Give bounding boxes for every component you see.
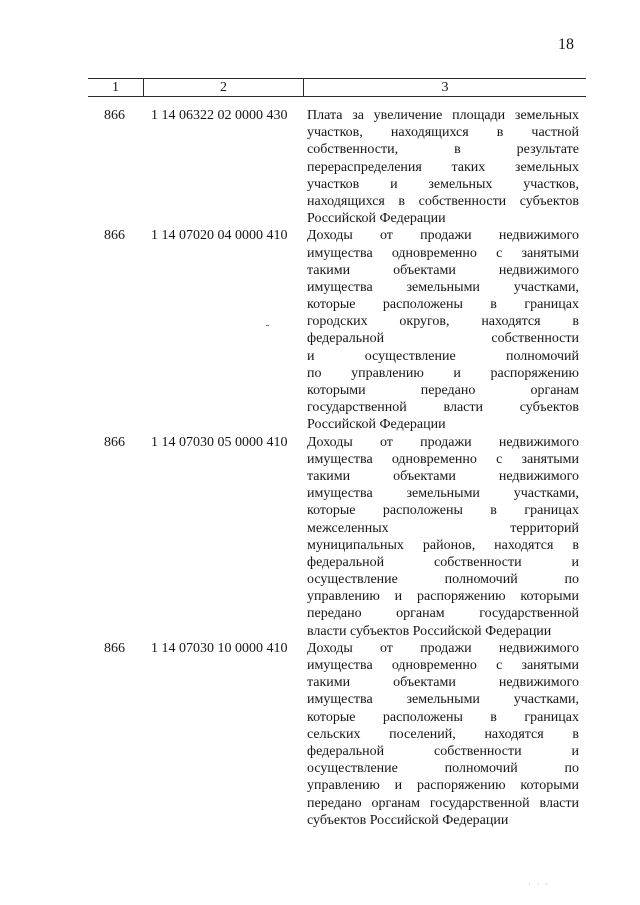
description-line: имущества одновременно с занятыми (307, 658, 579, 673)
revenue-description (307, 107, 579, 227)
description-line: Доходы от продажи недвижимого (307, 228, 579, 244)
description-line: имущества земельными участками, (307, 486, 579, 502)
description-line: управлению и распоряжению которыми (307, 589, 579, 605)
header-col-3: 3 (441, 80, 449, 95)
description-line: осуществление полномочий по (307, 761, 579, 777)
description-line: власти субъектов Российской Федерации (307, 623, 552, 639)
description-line: имущества одновременно с занятыми (307, 245, 579, 261)
description-line: сельских поселений, находятся в (307, 726, 579, 742)
description-line: городских округов, находятся в (307, 314, 579, 330)
description-line: которыми передано органам (307, 383, 579, 398)
page-number: 18 (558, 36, 574, 53)
description-line: находящихся в собственности субъектов (307, 193, 579, 209)
table-row (0, 640, 640, 829)
description-line: управлению и распоряжению которыми (307, 778, 579, 794)
description-line: участков и земельных участков, (307, 176, 579, 192)
admin-code: 866 (104, 108, 125, 123)
description-line: федеральной собственности (307, 331, 579, 347)
description-line: имущества земельными участками, (307, 279, 579, 295)
description-line: такими объектами недвижимого (307, 468, 579, 484)
budget-classification-code: 1 14 07030 10 0000 410 (151, 640, 288, 656)
description-line: государственной власти субъектов (307, 400, 579, 416)
description-line: Доходы от продажи недвижимого (307, 640, 579, 656)
description-line: которые расположены в границах (307, 709, 579, 725)
description-line: которые расположены в границах (307, 503, 579, 519)
description-line: имущества одновременно с занятыми (307, 451, 579, 467)
budget-classification-code: 1 14 06322 02 0000 430 (151, 108, 288, 123)
description-line: по управлению и распоряжению (307, 365, 579, 381)
admin-code: 866 (104, 434, 125, 450)
scan-dots: · · · (528, 880, 550, 889)
description-line: и осуществление полномочий (307, 348, 579, 364)
description-line: которые расположены в границах (307, 297, 579, 313)
table-header (88, 78, 586, 97)
description-line: такими объектами недвижимого (307, 262, 579, 278)
description-line: собственности, в результате (307, 142, 579, 158)
admin-code: 866 (104, 228, 125, 244)
description-line: Российской Федерации (307, 211, 446, 227)
header-col-2: 2 (144, 79, 304, 96)
table-body (0, 107, 640, 829)
description-line: федеральной собственности и (307, 743, 579, 759)
revenue-description (307, 227, 579, 433)
description-line: такими объектами недвижимого (307, 675, 579, 691)
description-line: субъектов Российской Федерации (307, 812, 509, 828)
revenue-description (307, 434, 579, 640)
table-row (0, 107, 640, 227)
header-col-1: 1 (88, 79, 144, 96)
table-row (0, 227, 640, 433)
description-line: имущества земельными участками, (307, 692, 579, 708)
description-line: муниципальных районов, находятся в (307, 537, 579, 553)
budget-classification-code: 1 14 07030 05 0000 410 (151, 434, 288, 450)
budget-classification-code: 1 14 07020 04 0000 410 (151, 228, 288, 244)
admin-code: 866 (104, 640, 125, 656)
table-row (0, 434, 640, 640)
revenue-description (307, 640, 579, 829)
description-line: межселенных территорий (307, 520, 579, 536)
description-line: передано органам государственной (307, 606, 579, 622)
description-line: Доходы от продажи недвижимого (307, 434, 579, 450)
description-line: Российской Федерации (307, 417, 446, 433)
description-line: осуществление полномочий по (307, 572, 579, 588)
description-line: передано органам государственной власти (307, 795, 579, 811)
scan-mark (266, 325, 269, 326)
description-line: Плата за увеличение площади земельных (307, 108, 579, 123)
description-line: перераспределения таких земельных (307, 159, 579, 175)
description-line: федеральной собственности и (307, 554, 579, 570)
description-line: участков, находящихся в частной (307, 125, 579, 141)
